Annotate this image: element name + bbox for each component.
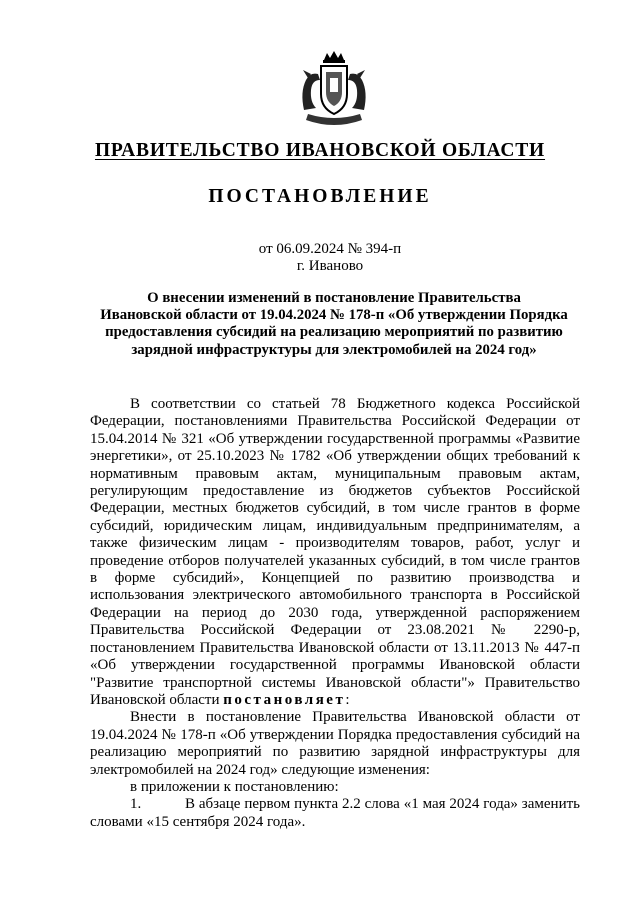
preamble-paragraph [90, 396, 580, 709]
document-city: г. Иваново [296, 258, 364, 274]
government-title: ПРАВИТЕЛЬСТВО ИВАНОВСКОЙ ОБЛАСТИ [94, 140, 546, 161]
coat-of-arms-icon [296, 50, 372, 130]
list-item-text: В абзаце первом пункта 2.2 слова «1 мая 2024 года» заменить словами «15 сентября 2024 года». [90, 796, 580, 830]
subject-line: Ивановской области от 19.04.2024 № 178-п «Об утверждении Порядка [100, 307, 568, 324]
list-item-number: 1. [130, 796, 142, 813]
document-body [90, 396, 580, 831]
document-subject [90, 290, 578, 359]
resolves-word: постановляет [223, 691, 346, 708]
subject-line: предоставления субсидий на реализацию мероприятий по развитию [105, 324, 563, 341]
appendix-paragraph: в приложении к постановлению: [130, 778, 339, 795]
amendment-paragraph: Внести в постановление Правительства Ивановской области от 19.04.2024 № 178-п «Об утверждении Порядка предоставления субсидий на реализацию мероприятий по развитию зарядной инфраструктуры для электромобилей на 2024 год» следующие изменения: [90, 709, 580, 778]
subject-line: О внесении изменений в постановление Правительства [147, 290, 521, 306]
document-type: ПОСТАНОВЛЕНИЕ [208, 186, 432, 207]
subject-line: зарядной инфраструктуры для электромобилей на 2024 год» [131, 341, 537, 358]
document-date-number: от 06.09.2024 № 394-п [258, 241, 402, 257]
preamble-colon: : [345, 691, 350, 708]
list-item [90, 796, 580, 831]
preamble-text: В соответствии со статьей 78 Бюджетного кодекса Российской Федерации, постановлениями Правительства Российской Федерации от 15.04.2014 № 321 «Об утверждении государственной программы «Развитие энергетики», от 25.10.2023 № 1782 «Об утверждении общих требований к нормативным правовым актам, муниципальным правовым актам, регулирующим предоставление из бюджетов субъектов Российской Федерации, местных бюджетов субсидий, в том числе грантов в форме субсидий, юридическим лицам, индивидуальным предпринимателям, а также физическим лицам - производителям товаров, работ, услуг и проведение отборов получателей указанных субсидий, в том числе грантов в форме субсидий», Концепцией по развитию производства и использования электрического автомобильного транспорта в Российской Федерации на период до 2030 года, утвержденной распоряжением Правительства Российской Федерации от 23.08.2021 № 2290-р, постановлением Правительства Ивановской области от 13.11.2013 № 447-п «Об утверждении государственной программы Ивановской области "Развитие транспортной системы Ивановской области"» Правительство Ивановской области [90, 396, 580, 708]
